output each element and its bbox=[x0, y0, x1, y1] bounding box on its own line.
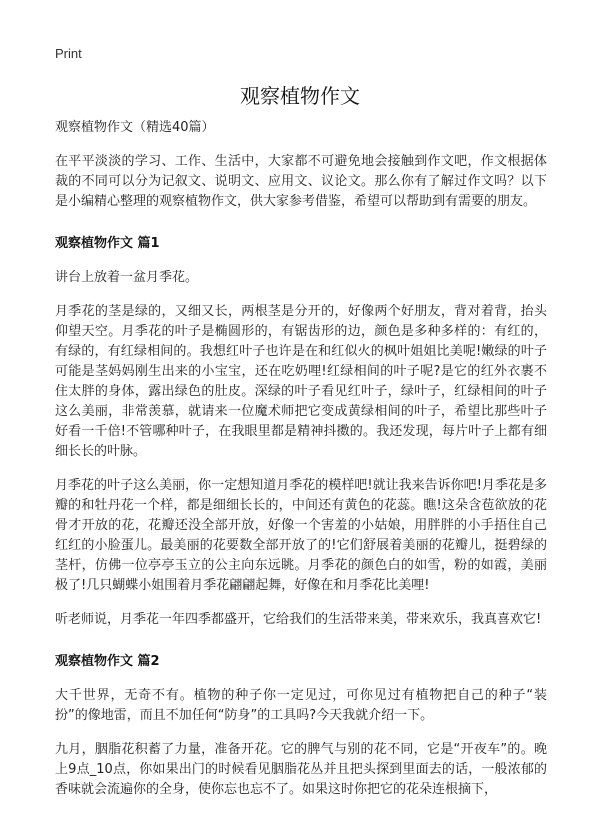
article-body bbox=[55, 118, 547, 814]
intro-paragraph: 在平平淡淡的学习、工作、生活中，大家都不可避免地会接触到作文吧，作文根据体裁的不同可以分为记叙文、说明文、应用文、议论文。那么你有了解过作文吗？以下是小编精心整理的观察植物作文，供大家参考借鉴，希望可以帮助到有需要的朋友。 bbox=[55, 154, 547, 209]
paragraph: 九月，胭脂花积蓄了力量，准备开花。它的脾气与别的花不同，它是“开夜车”的。晚上9点_10点，你如果出门的时候看见胭脂花丛并且把头探到里面去的话，一般浓郁的香味就会流遍你的全身，使你忘也忘不了。如果这时你把它的花朵连根摘下， bbox=[55, 742, 547, 797]
section-heading-1: 观察植物作文 篇1 bbox=[55, 236, 160, 251]
section-heading-2: 观察植物作文 篇2 bbox=[55, 654, 160, 669]
paragraph: 听老师说，月季花一年四季都盛开，它给我们的生活带来美，带来欢乐，我真喜欢它! bbox=[55, 612, 542, 627]
article-subtitle: 观察植物作文（精选40篇） bbox=[55, 120, 215, 135]
paragraph: 月季花的茎是绿的，又细又长，两根茎是分开的，好像两个好朋友，背对着背，抬头仰望天空。月季花的叶子是椭圆形的，有锯齿形的边，颜色是多种多样的：有红的，有绿的，有红绿相间的。我想红叶子也许是在和红似火的枫叶姐姐比美呢!嫩绿的叶子可能是茎妈妈刚生出来的小宝宝，还在吃奶哩!红绿相间的叶子呢?是它的红外衣裹不住太胖的身体，露出绿色的肚皮。深绿的叶子看见红叶子，绿叶子，红绿相间的叶子这么美丽，非常羡慕，就请来一位魔术师把它变成黄绿相间的叶子，希望比那些叶子好看一千倍!不管哪种叶子，在我眼里都是精神抖擞的。我还发现，每片叶子上都有细细长长的叶脉。 bbox=[55, 304, 547, 459]
page-title: 观察植物作文 bbox=[240, 84, 360, 108]
paragraph: 讲台上放着一盆月季花。 bbox=[55, 270, 199, 285]
print-link[interactable]: Print bbox=[55, 46, 82, 61]
paragraph: 大千世界，无奇不有。植物的种子你一定见过，可你见过有植物把自己的种子“装扮”的像地雷，而且不加任何“防身”的工具吗?今天我就介绍一下。 bbox=[55, 688, 547, 723]
paragraph: 月季花的叶子这么美丽，你一定想知道月季花的模样吧!就让我来告诉你吧!月季花是多瓣的和牡丹花一个样，都是细细长长的，中间还有黄色的花蕊。瞧!这朵含苞欲放的花骨才开放的花，花瓣还没全部开放，好像一个害羞的小姑娘，用胖胖的小手捂住自己红红的小脸蛋儿。最美丽的花要数全部开放了的!它们舒展着美丽的花瓣儿，挺碧绿的茎杆，仿佛一位亭亭玉立的公主向东远眺。月季花的颜色白的如雪，粉的如霞，美丽极了!几只蝴蝶小姐围着月季花翩翩起舞，好像在和月季花比美哩! bbox=[55, 478, 547, 593]
